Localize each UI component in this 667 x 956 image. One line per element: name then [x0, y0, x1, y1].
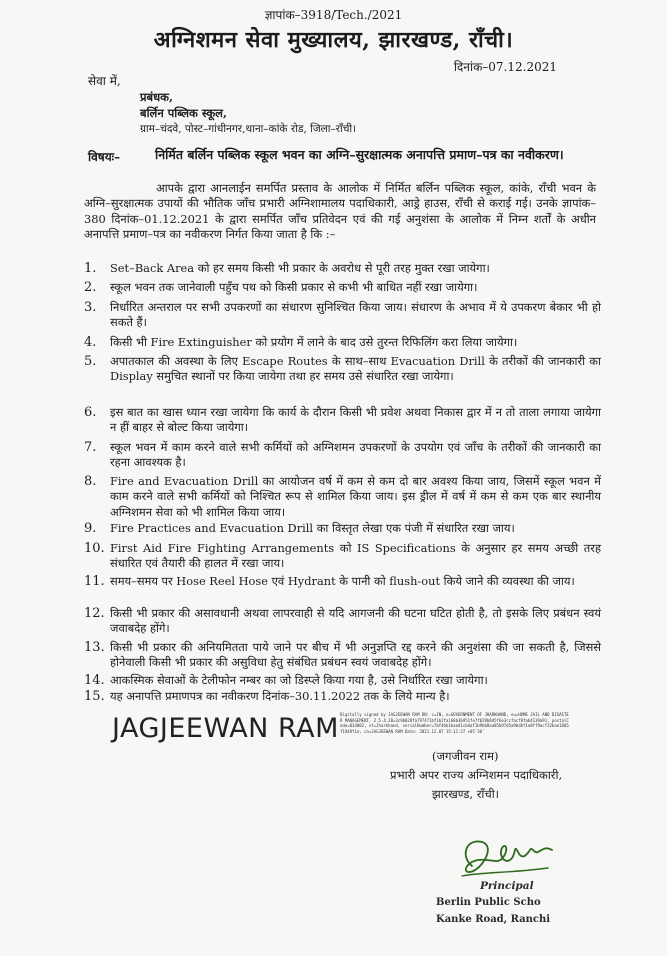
address-line-3: ग्राम–चंदवे, पोस्ट–गांधीनगर,थाना–कांके रोड, जिला–राँची।	[140, 123, 357, 135]
condition-item: 14. आकस्मिक सेवाओं के टेलीफोन नम्बर का जो डिस्प्ले किया गया है, उसे निर्धारित रखा जायेगा।	[84, 673, 488, 688]
salutation-to: सेवा में,	[88, 74, 121, 88]
stamp-line-2: Berlin Public Scho	[436, 897, 541, 908]
subject-text: निर्मित बर्लिन पब्लिक स्कूल भवन का अग्नि–सुरक्षात्मक अनापत्ति प्रमाण–पत्र का नवीकरण।	[155, 147, 564, 162]
condition-item: 9. Fire Practices and Evacuation Drill का विस्तृत लेखा एक पंजी में संधारित रखा जाय।	[84, 521, 515, 536]
letter-heading: अग्निशमन सेवा मुख्यालय, झारखण्ड, राँची।	[153, 27, 514, 53]
condition-item: 6. इस बात का खास ध्यान रखा जायेगा कि कार्य के दौरान किसी भी प्रवेश अथवा निकास द्वार में न तो ताला लगाया जायेगा न हीं बाहर से बोल्ट किया जायेगा।	[84, 405, 601, 435]
condition-item: 4. किसी भी Fire Extinguisher को प्रयोग में लाने के बाद उसे तुरन्त रिफिलिंग करा लिया जायेगा।	[84, 335, 518, 350]
letter-date: दिनांक–07.12.2021	[453, 60, 557, 74]
address-line-2: बर्लिन पब्लिक स्कूल,	[140, 106, 227, 120]
condition-item: 5. अपातकाल की अवस्था के लिए Escape Routes के साथ–साथ Evacuation Drill के तरीकों की जानकारी का Display समुचित स्थानों पर किया जायेगा तथा हर समय उसे संधारित रखा जायेगा।	[84, 354, 601, 384]
official-location: झारखण्ड, राँची।	[432, 787, 500, 801]
condition-item: 2. स्कूल भवन तक जानेवाली पहुँच पथ को किसी प्रकार से कभी भी बाधित नहीं रखा जायेगा।	[84, 280, 478, 295]
intro-paragraph: आपके द्वारा आनलाईन समर्पित प्रस्ताव के आलोक में निर्मित बर्लिन पब्लिक स्कूल, कांके, राँची भवन के अग्नि–सुरक्षात्मक उपायों की भौतिक जाँच प्रभारी अग्निशामालय पदाधिकारी, आड्रे हाउस, राँची से कराई गई। उनके ज्ञापांक–380 दिनांक–01.12.2021 के द्वारा समर्पित जाँच प्रतिवेदन एवं की गई अनुशंसा के आलोक में निम्न शर्तों के अधीन अनापत्ति प्रमाण–पत्र का नवीकरण निर्गत किया जाता है कि :–	[84, 181, 596, 242]
condition-item: 1. Set–Back Area को हर समय किसी भी प्रकार के अवरोध से पूरी तरह मुक्त रखा जायेगा।	[84, 261, 490, 276]
stamp-line-1: Principal	[480, 880, 534, 892]
subject-label: विषयः–	[88, 150, 121, 164]
address-line-1: प्रबंधक,	[140, 90, 174, 104]
condition-item: 11. समय–समय पर Hose Reel Hose एवं Hydrant के पानी को flush-out किये जाने की व्यवस्था की जाय।	[84, 574, 575, 589]
condition-item: 8. Fire and Evacuation Drill का आयोजन वर्ष में कम से कम दो बार अवश्य किया जाय, जिसमें स्कूल भवन में काम करने वाले सभी कर्मियों को निश्चित रूप से शामिल किया जाय। इस ड्रील में वर्ष में कम से कम एक बार स्थानीय अग्निशमन सेवा को भी शामिल किया जाय।	[84, 474, 601, 519]
stamp-line-3: Kanke Road, Ranchi	[436, 914, 551, 925]
digital-signature-block: Digitally signed by JAGJEEWAN RAM DN: c=IN, o=GOVERNMENT OF JHARKHAND, ou=HOME JAIL AND DISASTER MANAGEMENT, 2.5.4.20=3c9b028fa797471bf1b2fa160b3b951fe7f829b8d5f6e3ccfacf8fab4139a91, postalCode=834002, st=Jharkhand, serialNumber=7bf4bb1baad1cbdaf1b9bb8aa85b97d5a9bdbf1e8ff9acf32bae1805f1948f1e, cn=JAGJEEWAN RAM Date: 2021.12.07 15:11:37 +05'30'	[340, 712, 569, 734]
official-name: (जगजीवन राम)	[432, 749, 499, 763]
condition-item: 12. किसी भी प्रकार की असावधानी अथवा लापरवाही से यदि आगजनी की घटना घटित होती है, तो इसके लिए प्रबंधन स्वयं जवाबदेह होंगे।	[84, 606, 601, 636]
condition-item: 15. यह अनापत्ति प्रमाणपत्र का नवीकरण दिनांक–30.11.2022 तक के लिये मान्य है।	[84, 689, 450, 704]
condition-item: 7. स्कूल भवन में काम करने वाले सभी कर्मियों को अग्निशमन उपकरणों के उपयोग एवं जाँच के तरीकों की जानकारी का रहना आवश्यक है।	[84, 440, 601, 470]
signatory-name: JAGJEEWAN RAM	[112, 713, 339, 744]
principal-signature-icon	[452, 826, 562, 884]
reference-number: ज्ञापांक–3918/Tech./2021	[264, 8, 403, 22]
official-designation: प्रभारी अपर राज्य अग्निशमन पदाधिकारी,	[390, 768, 563, 782]
condition-item: 13. किसी भी प्रकार की अनियमितता पाये जाने पर बीच में भी अनुज्ञप्ति रद्द करने की अनुशंसा की जा सकती है, जिससे होनेवाली किसी भी प्रकार की असुविधा हेतु संबंधित प्रबंधन स्वयं जवाबदेह होंगे।	[84, 640, 601, 670]
condition-item: 10. First Aid Fire Fighting Arrangements को IS Specifications के अनुसार हर समय अच्छी तरह संधारित एवं तैयारी की हालत में रखा जाय।	[84, 541, 601, 571]
condition-item: 3. निर्धारित अन्तराल पर सभी उपकरणों का संधारण सुनिश्चित किया जाय। संधारण के अभाव में ये उपकरण बेकार भी हो सकते हैं।	[84, 300, 601, 330]
